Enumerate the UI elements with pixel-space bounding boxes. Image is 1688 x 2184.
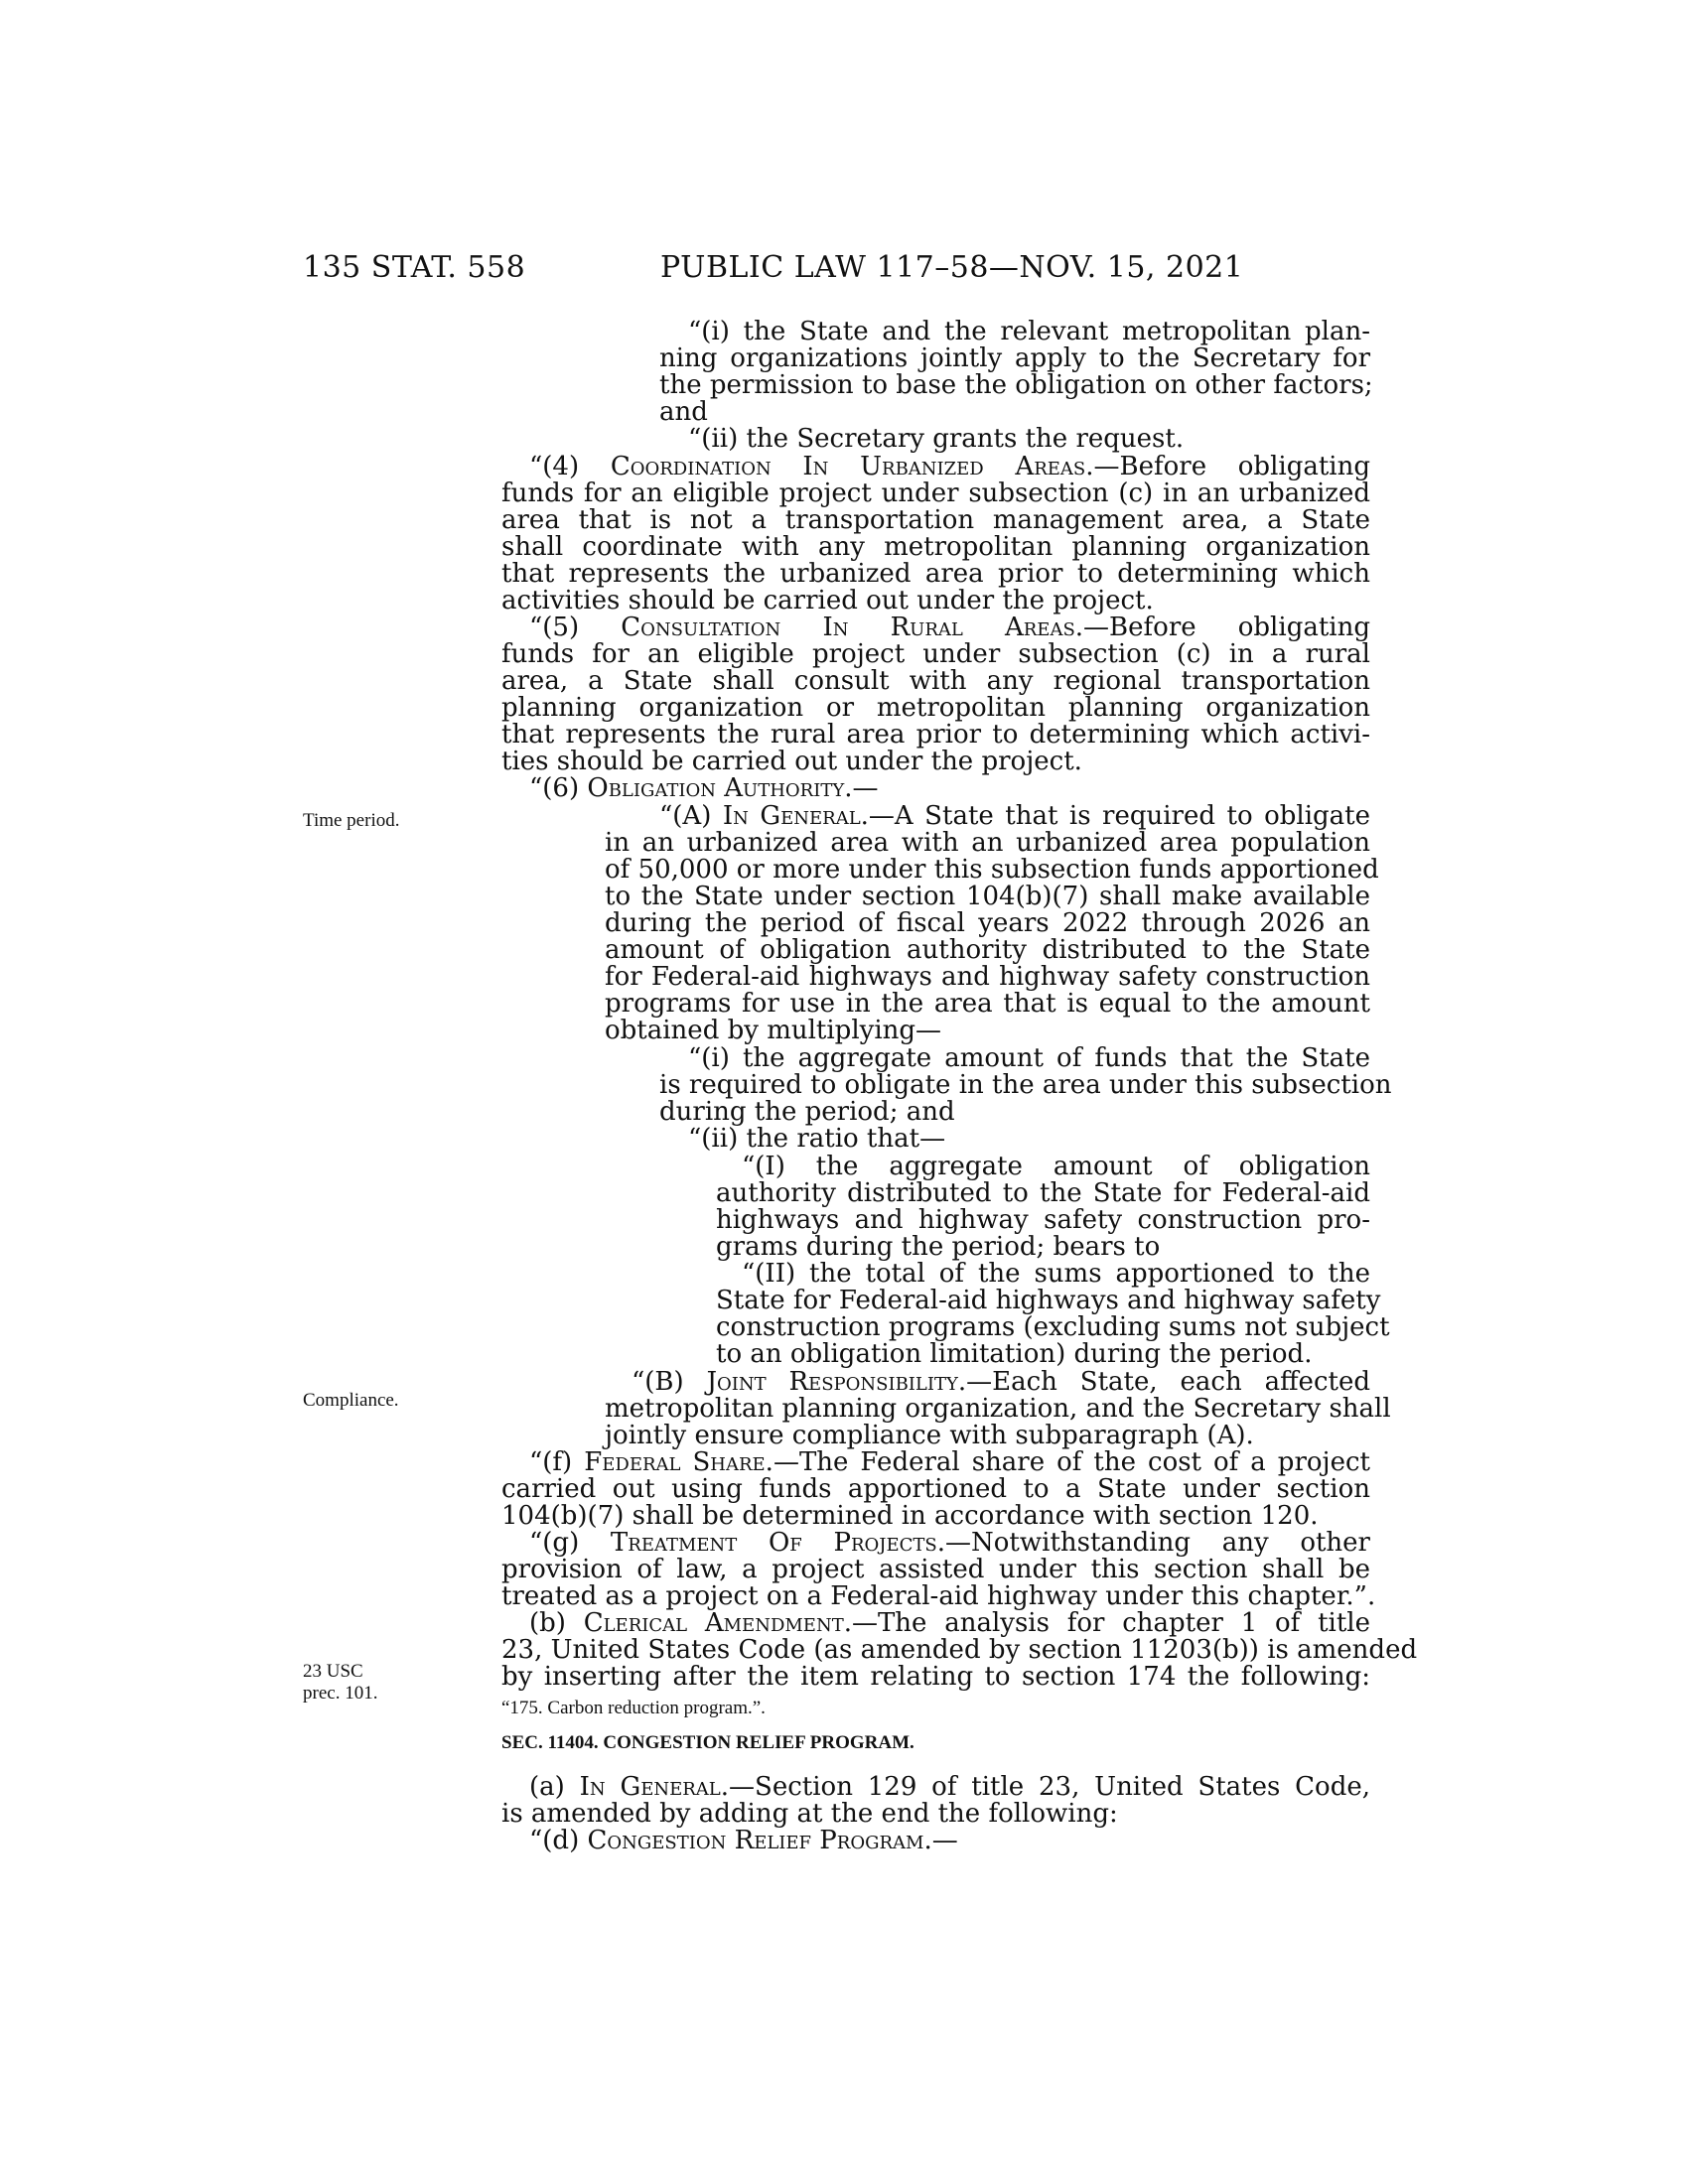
margin-note-time-period: Time period. (303, 810, 400, 831)
text-line: activities should be carried out under the project. (501, 586, 1154, 615)
text-line: and (659, 397, 708, 427)
text-line: funds for an eligible project under subsection (c) in an urbanized (501, 478, 1370, 508)
text-line: ning organizations jointly apply to the Secretary for (659, 343, 1370, 373)
text-line: that represents the rural area prior to determining which activi- (501, 720, 1370, 750)
text-line: “(II) the total of the sums apportioned to the (742, 1259, 1370, 1289)
text-line: “(B) Joint Responsibility.—Each State, each affected (632, 1367, 1370, 1397)
text-line: planning organization or metropolitan planning organization (501, 693, 1370, 723)
text-line: funds for an eligible project under subsection (c) in a rural (501, 639, 1370, 669)
text-line: during the period of fiscal years 2022 through 2026 an (605, 908, 1370, 938)
text-line: carried out using funds apportioned to a State under section (501, 1474, 1370, 1504)
margin-note-compliance: Compliance. (303, 1390, 399, 1411)
text-line: is amended by adding at the end the following: (501, 1799, 1118, 1829)
text-line: (a) In General.—Section 129 of title 23, United States Code, (529, 1772, 1371, 1802)
text-line: by inserting after the item relating to section 174 the following: (501, 1662, 1370, 1692)
analysis-item: “175. Carbon reduction program.”. (501, 1698, 766, 1718)
text-line: obtained by multiplying— (605, 1016, 942, 1045)
text-line: (b) Clerical Amendment.—The analysis for chapter 1 of title (529, 1608, 1370, 1638)
running-header-title: PUBLIC LAW 117–58—NOV. 15, 2021 (660, 250, 1244, 285)
text-line: construction programs (excluding sums not subject (716, 1312, 1390, 1342)
text-line: shall coordinate with any metropolitan planning organization (501, 532, 1370, 562)
text-line: jointly ensure compliance with subparagraph (A). (605, 1421, 1254, 1450)
text-line: is required to obligate in the area under this subsection (659, 1070, 1392, 1100)
text-line: “(4) Coordination In Urbanized Areas.—Before obligating (529, 452, 1370, 481)
text-line: for Federal-aid highways and highway safety construction (605, 962, 1370, 992)
margin-note-usc-line: 23 USC (303, 1661, 363, 1682)
text-line: of 50,000 or more under this subsection funds apportioned (605, 855, 1379, 885)
text-line: “(ii) the ratio that— (688, 1124, 946, 1154)
text-line: grams during the period; bears to (716, 1232, 1161, 1262)
text-line: “(d) Congestion Relief Program.— (529, 1826, 958, 1855)
text-line: metropolitan planning organization, and the Secretary shall (605, 1394, 1391, 1424)
text-line: to the State under section 104(b)(7) shall make available (605, 882, 1370, 911)
text-line: “(f) Federal Share.—The Federal share of the cost of a project (529, 1447, 1370, 1477)
text-line: area, a State shall consult with any regional transportation (501, 666, 1370, 696)
text-line: “(i) the aggregate amount of funds that the State (688, 1043, 1370, 1073)
text-line: “(5) Consultation In Rural Areas.—Before obligating (529, 613, 1370, 642)
text-line: 23, United States Code (as amended by section 11203(b)) is amended (501, 1635, 1418, 1665)
text-line: “(A) In General.—A State that is required to obligate (659, 801, 1370, 831)
text-line: in an urbanized area with an urbanized area population (605, 828, 1370, 858)
margin-note-usc (303, 1661, 377, 1705)
section-heading: SEC. 11404. CONGESTION RELIEF PROGRAM. (501, 1732, 914, 1753)
text-line: authority distributed to the State for Federal-aid (716, 1178, 1370, 1208)
text-line: provision of law, a project assisted under this section shall be (501, 1555, 1370, 1584)
margin-note-usc-line: prec. 101. (303, 1683, 378, 1704)
text-line: that represents the urbanized area prior to determining which (501, 559, 1370, 589)
text-line: ties should be carried out under the project. (501, 747, 1082, 776)
text-line: programs for use in the area that is equal to the amount (605, 989, 1370, 1019)
text-line: during the period; and (659, 1097, 955, 1127)
text-line: the permission to base the obligation on other factors; (659, 370, 1373, 400)
running-header-stat: 135 STAT. 558 (303, 250, 526, 285)
text-line: “(ii) the Secretary grants the request. (688, 424, 1185, 454)
text-line: highways and highway safety construction pro- (716, 1205, 1370, 1235)
text-line: “(g) Treatment Of Projects.—Notwithstanding any other (529, 1528, 1370, 1558)
text-line: “(6) Obligation Authority.— (529, 773, 879, 803)
text-line: amount of obligation authority distributed to the State (605, 935, 1370, 965)
text-line: to an obligation limitation) during the period. (716, 1339, 1313, 1369)
text-line: treated as a project on a Federal-aid highway under this chapter.”. (501, 1581, 1376, 1611)
text-line: 104(b)(7) shall be determined in accordance with section 120. (501, 1501, 1319, 1531)
text-line: area that is not a transportation management area, a State (501, 505, 1370, 535)
text-line: “(i) the State and the relevant metropolitan plan- (688, 317, 1370, 346)
text-line: “(I) the aggregate amount of obligation (742, 1152, 1370, 1181)
text-line: State for Federal-aid highways and highway safety (716, 1286, 1381, 1315)
